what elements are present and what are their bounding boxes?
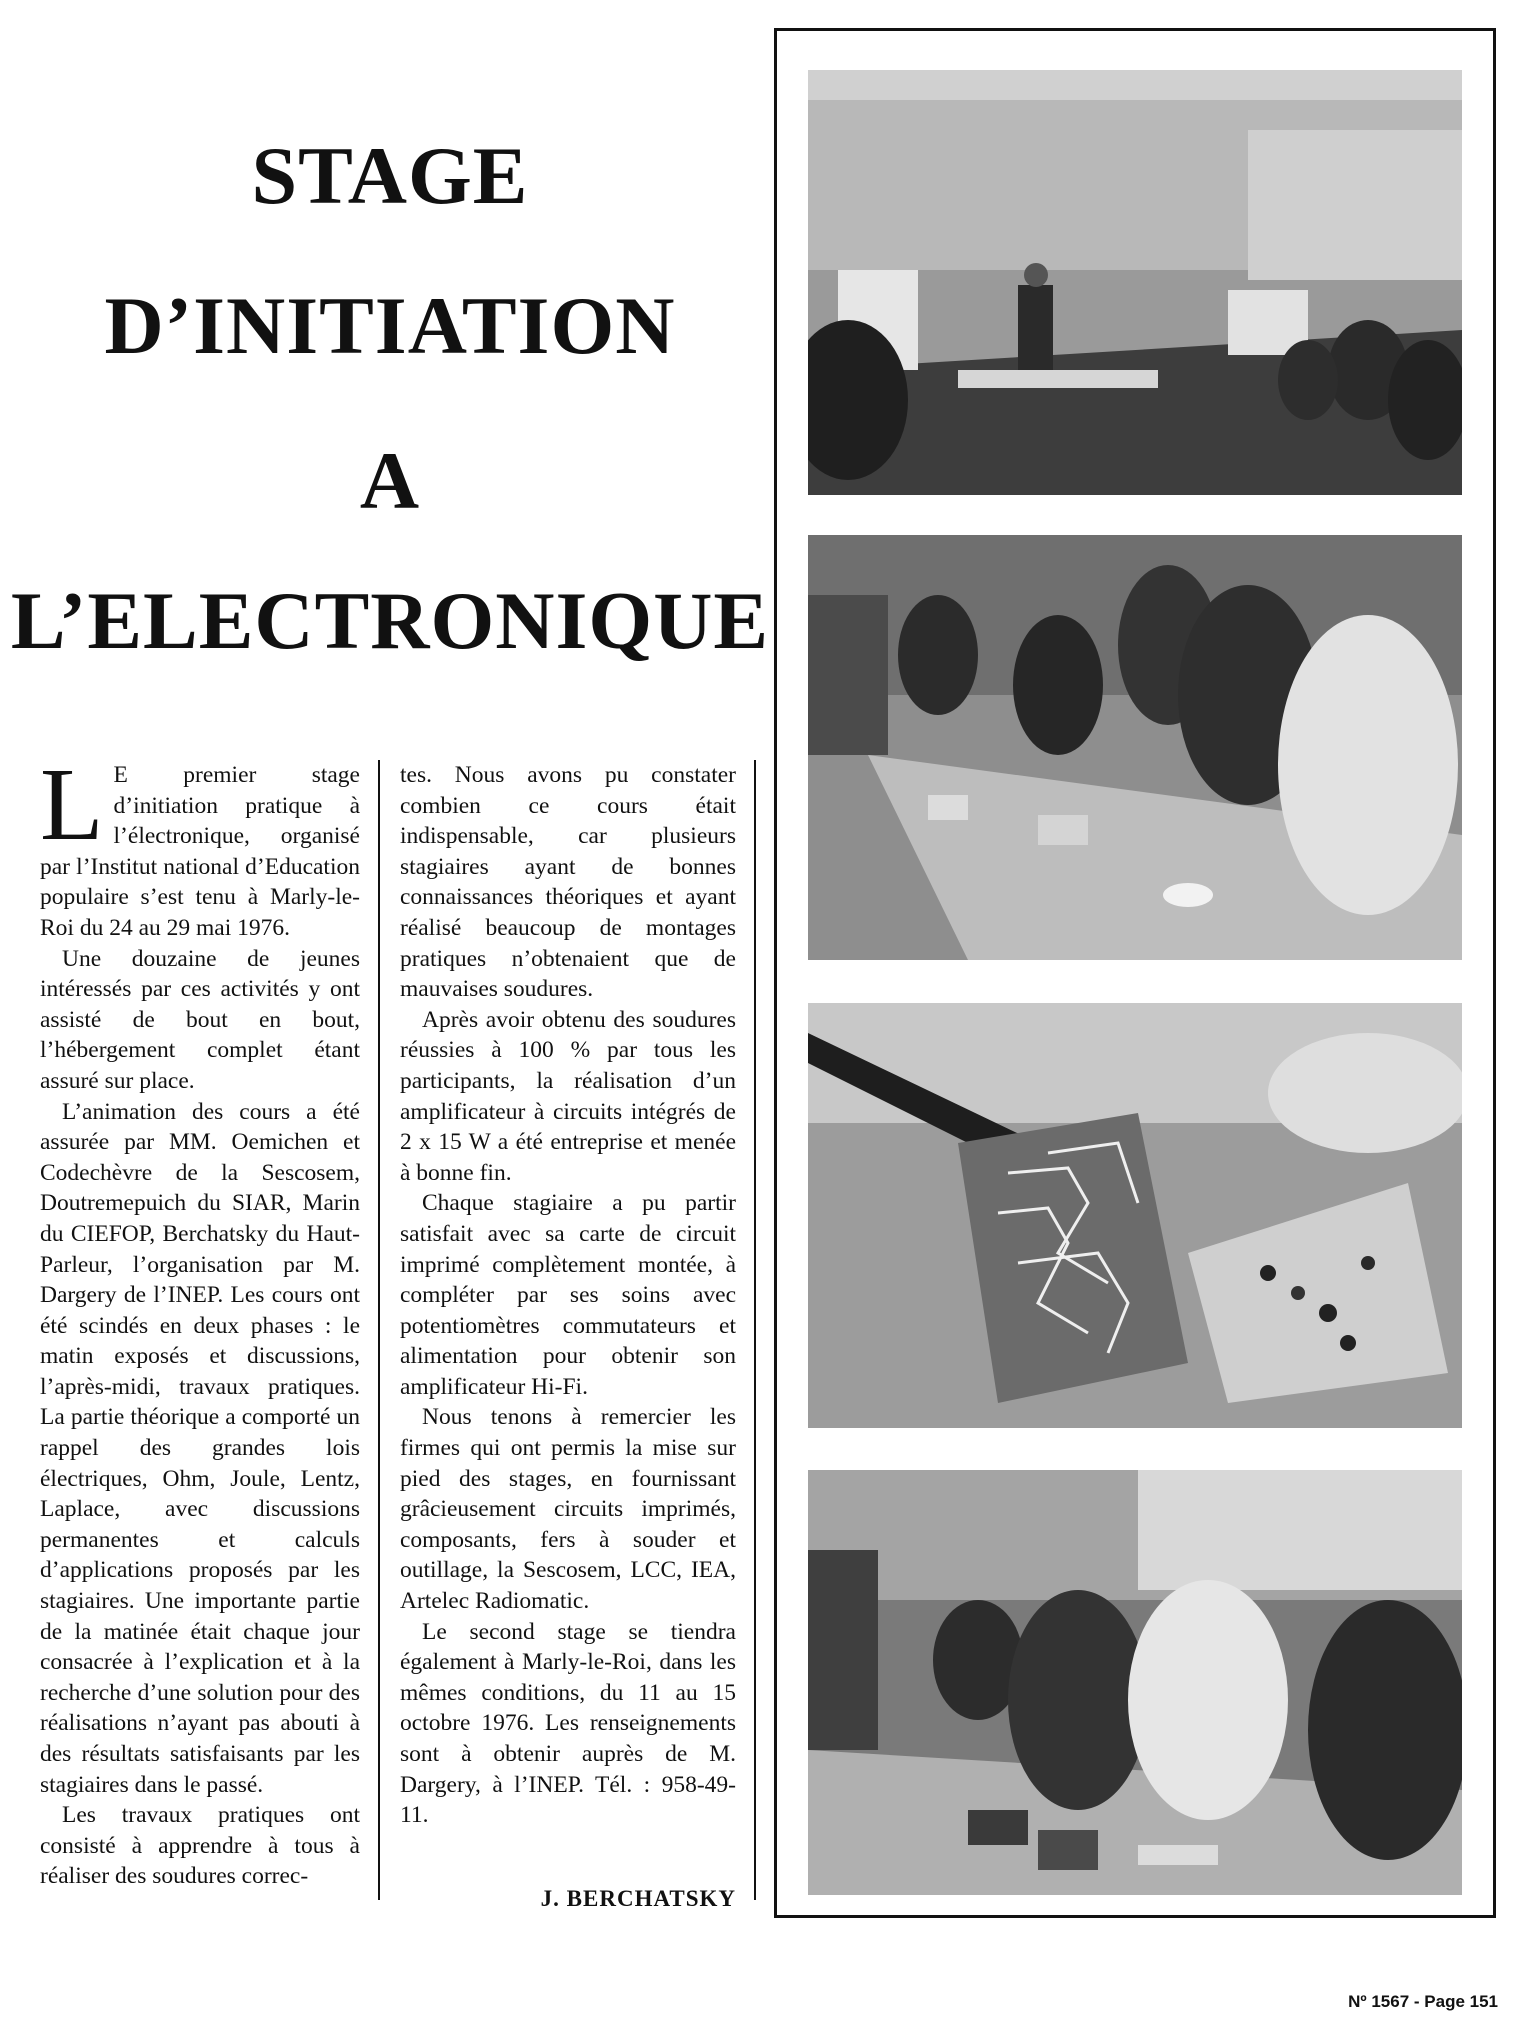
paragraph-5: Après avoir obtenu des soudures réussies à 100 % par tous les participants, la réalisation d’un amplificateur à circuits intégrés de 2 x 15 W a été entreprise et menée à bonne fin. (400, 1006, 736, 1186)
title-line-4: L’ELECTRONIQUE (10, 575, 770, 666)
column-rule-left (378, 760, 380, 1900)
title-line-3: A (359, 435, 421, 526)
paragraph-3: L’animation des cours a été assurée par MM. Oemichen et Codechèvre de la Sescosem, Doutremepuich du SIAR, Marin du CIEFOP, Berchatsky du Haut-Parleur, l’organisation par M. Dargery de l’INEP. Les cours ont été scindés en deux phases : le matin exposés et discussions, l’après-midi, travaux pratiques. La partie théorique a comporté un rappel des grandes lois électriques, Ohm, Joule, Lentz, Laplace, avec discussions permanentes et calculs d’applications proposés par les stagiaires. Une importante partie de la matinée était chaque jour consacrée à l’explication et à la recherche d’une solution pour des réalisations n’ayant pas abouti à des résultats satisfaisants par les stagiaires dans le passé. (40, 1098, 360, 1798)
column-rule-right (754, 760, 756, 1900)
page-footer: Nº 1567 - Page 151 (1348, 1992, 1498, 2011)
paragraph-4: Les travaux pratiques ont consisté à apprendre à tous à réaliser des soudures correc- (40, 1802, 360, 1890)
title-line-1: STAGE (251, 130, 529, 221)
paragraph-4-continued: tes. Nous avons pu constater combien ce cours était indispensable, car plusieurs stagiaires ayant de bonnes connaissances théoriques et ayant réalisé beaucoup de montages pratiques n’obtenaient que de mauvaises soudures. (400, 762, 736, 1003)
paragraph-1-text: E premier stage d’initiation pratique à l’électronique, organisé par l’Institut national d’Education populaire s’est tenu à Marly-le-Roi du 24 au 29 mai 1976. (40, 762, 360, 941)
drop-cap: L (40, 760, 104, 862)
paragraph-6: Chaque stagiaire a pu partir satisfait avec sa carte de circuit imprimé complètement montée, à compléter par ses soins avec potentiomètres commutateurs et alimentation pour obtenir son amplificateur Hi-Fi. (400, 1190, 736, 1400)
article-column-1 (40, 760, 360, 1920)
article-column-2 (400, 760, 736, 1920)
photo-students-soldering (808, 535, 1462, 960)
photo-students-working (808, 1470, 1462, 1895)
paragraph-8: Le second stage se tiendra également à Marly-le-Roi, dans les mêmes conditions, du 11 au 15 octobre 1976. Les renseignements sont à obtenir auprès de M. Dargery, à l’INEP. Tél. : 958-49-11. (400, 1618, 736, 1829)
paragraph-7: Nous tenons à remercier les firmes qui ont permis la mise sur pied des stages, en fournissant grâcieusement circuits imprimés, composants, fers à souder et outillage, la Sescosem, LCC, IEA, Artelec Radiomatic. (400, 1404, 736, 1615)
paragraph-2: Une douzaine de jeunes intéressés par ces activités y ont assisté de bout en bout, l’hébergement complet étant assuré sur place. (40, 945, 360, 1094)
photo-circuit-boards (808, 1003, 1462, 1428)
author-signature: J. BERCHATSKY (540, 1886, 736, 1911)
paragraph-1 (40, 760, 360, 944)
photo-classroom (808, 70, 1462, 495)
title-line-2: D’INITIATION (104, 280, 676, 371)
